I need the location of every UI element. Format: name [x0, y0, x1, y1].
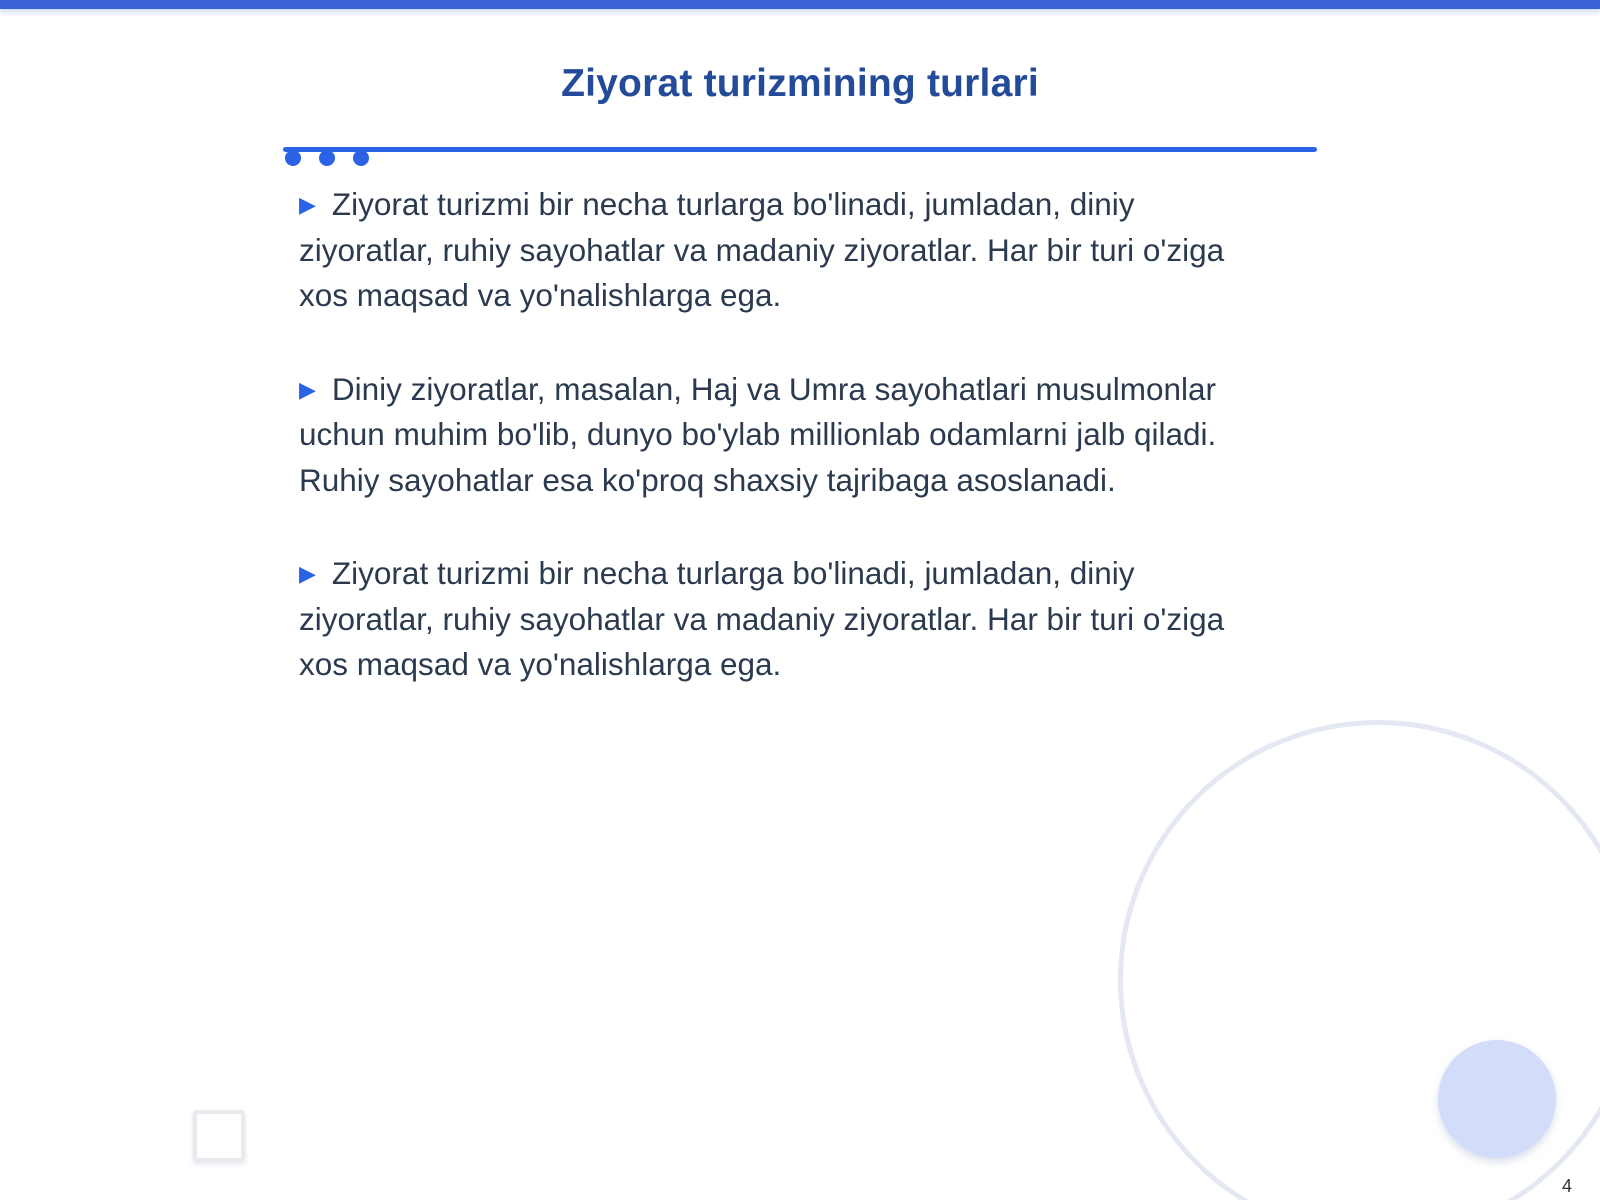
underline-dot: [319, 150, 335, 166]
top-accent-bar: [0, 0, 1600, 9]
bullet-text: Ziyorat turizmi bir necha turlarga bo'linadi, jumladan, diniy ziyoratlar, ruhiy sayohatlar va madaniy ziyoratlar. Har bir turi o'ziga xos maqsad va yo'nalishlarga ega.: [299, 186, 1225, 313]
decorative-square: [193, 1110, 245, 1162]
bullet-text: Ziyorat turizmi bir necha turlarga bo'linadi, jumladan, diniy ziyoratlar, ruhiy sayohatlar va madaniy ziyoratlar. Har bir turi o'ziga xos maqsad va yo'nalishlarga ega.: [299, 555, 1225, 682]
bullet-item: [299, 182, 1259, 319]
bullet-item: [299, 367, 1259, 504]
triangle-bullet-icon: ▶: [299, 376, 316, 402]
bullet-list: [299, 182, 1259, 736]
title-underline: [283, 147, 1317, 152]
bullet-text: Diniy ziyoratlar, masalan, Haj va Umra sayohatlari musulmonlar uchun muhim bo'lib, dunyo bo'ylab millionlab odamlarni jalb qiladi. Ruhiy sayohatlar esa ko'proq shaxsiy tajribaga asoslanadi.: [299, 370, 1217, 498]
decorative-disc: [1438, 1040, 1556, 1158]
slide-title: Ziyorat turizmining turlari: [561, 62, 1039, 105]
triangle-bullet-icon: ▶: [299, 561, 316, 586]
triangle-bullet-icon: ▶: [299, 192, 316, 217]
underline-dot: [285, 150, 301, 166]
underline-dot: [353, 150, 369, 166]
page-number: 4: [1561, 1176, 1572, 1196]
bullet-item: [299, 551, 1259, 688]
